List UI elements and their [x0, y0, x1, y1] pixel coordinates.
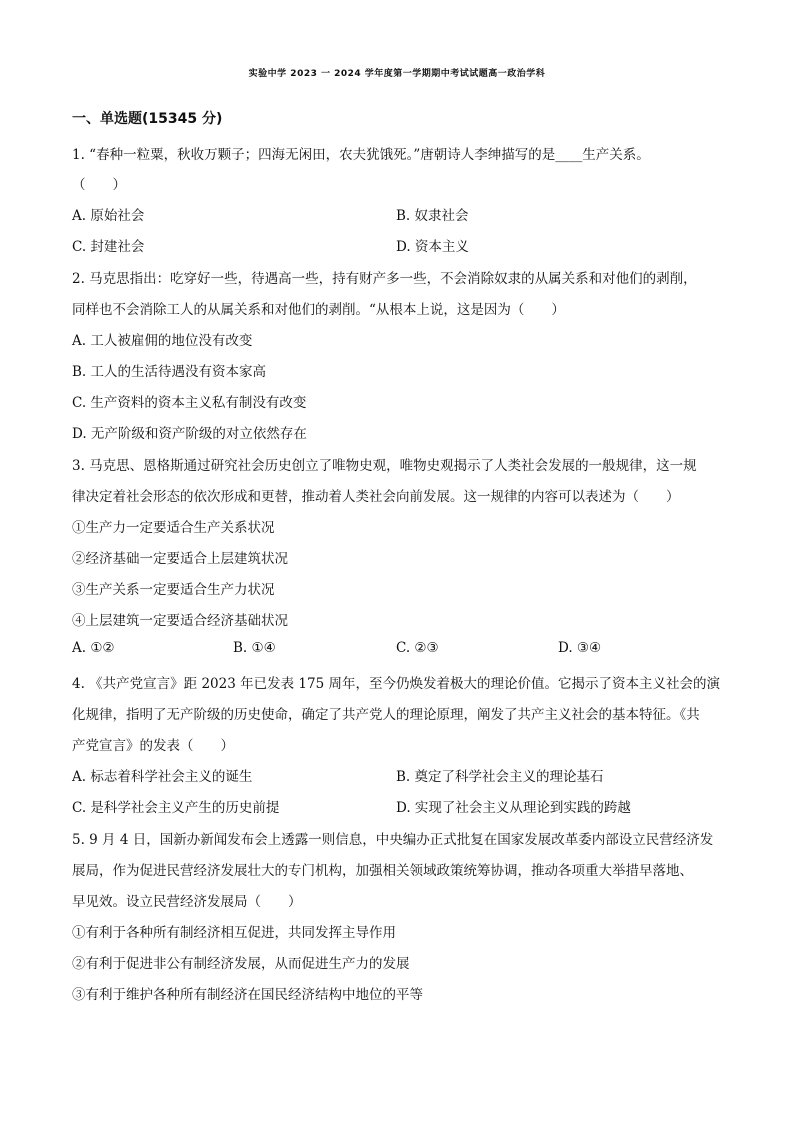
question-2-option-b: B. 工人的生活待遇没有资本家高	[72, 364, 267, 380]
question-4-option-a: A. 标志着科学社会主义的诞生	[72, 769, 253, 785]
question-2-option-d: D. 无产阶级和资产阶级的对立依然存在	[72, 426, 307, 442]
question-5-stem-line-2: 展局，作为促进民营经济发展壮大的专门机构，加强相关领域政策统筹协调，推动各项重大举措早落地、	[72, 863, 693, 879]
question-4-option-b: B. 奠定了科学社会主义的理论基石	[396, 769, 604, 785]
question-4-option-c: C. 是科学社会主义产生的历史前提	[72, 800, 280, 816]
question-5-item-3: ③有利于维护各种所有制经济在国民经济结构中地位的平等	[72, 987, 423, 1003]
question-5-item-1: ①有利于各种所有制经济相互促进，共同发挥主导作用	[72, 925, 396, 941]
question-5-stem-line-3: 早见效。设立民营经济发展局（ ）	[72, 894, 302, 910]
question-3-item-1: ①生产力一定要适合生产关系状况	[72, 520, 275, 536]
question-1-option-b: B. 奴隶社会	[396, 208, 469, 224]
question-1-option-a: A. 原始社会	[72, 208, 145, 224]
question-1-stem-blank: （ ）	[72, 177, 126, 193]
question-3-stem-line-1: 3. 马克思、恩格斯通过研究社会历史创立了唯物史观，唯物史观揭示了人类社会发展的一般规律，这一规	[72, 458, 697, 474]
question-1-stem: 1. “春种一粒粟，秋收万颗子；四海无闲田，农夫犹饿死。”唐朝诗人李绅描写的是____生产关系。	[72, 147, 650, 163]
question-4-stem-line-3: 产党宣言》的发表（ ）	[72, 738, 234, 754]
question-2-option-c: C. 生产资料的资本主义私有制没有改变	[72, 395, 307, 411]
question-3-option-a: A. ①②	[72, 640, 115, 656]
question-4-stem-line-1: 4. 《共产党宣言》距 2023 年已发表 175 周年，至今仍焕发着极大的理论价值。它揭示了资本主义社会的演	[72, 676, 720, 692]
page-title: 实验中学 2023 一 2024 学年度第一学期期中考试试题高一政治学科	[248, 69, 546, 79]
question-2-stem-line-2: 同样也不会消除工人的从属关系和对他们的剥削。“从根本上说，这是因为（ ）	[72, 302, 565, 318]
question-3-item-2: ②经济基础一定要适合上层建筑状况	[72, 551, 288, 567]
question-4-stem-line-2: 化规律，指明了无产阶级的历史使命，确定了共产党人的理论原理，阐发了共产主义社会的基本特征。《共	[72, 707, 700, 723]
question-3-option-c: C. ②③	[396, 640, 439, 656]
question-1-option-d: D. 资本主义	[396, 239, 469, 255]
section-heading: 一、单选题(15345 分)	[72, 111, 223, 127]
question-3-option-b: B. ①④	[233, 640, 276, 656]
question-3-item-4: ④上层建筑一定要适合经济基础状况	[72, 613, 288, 629]
question-5-item-2: ②有利于促进非公有制经济发展，从而促进生产力的发展	[72, 956, 410, 972]
question-5-stem-line-1: 5. 9 月 4 日，国新办新闻发布会上透露一则信息，中央编办正式批复在国家发展改革委内部设立民营经济发	[72, 832, 714, 848]
question-4-option-d: D. 实现了社会主义从理论到实践的跨越	[396, 800, 631, 816]
question-3-stem-line-2: 律决定着社会形态的依次形成和更替，推动着人类社会向前发展。这一规律的内容可以表述为（ ）	[72, 489, 680, 505]
question-3-option-d: D. ③④	[558, 640, 602, 656]
question-1-option-c: C. 封建社会	[72, 239, 145, 255]
question-2-stem-line-1: 2. 马克思指出：吃穿好一些，待遇高一些，持有财产多一些，不会消除奴隶的从属关系和对他们的剥削，	[72, 271, 697, 287]
question-2-option-a: A. 工人被雇佣的地位没有改变	[72, 333, 253, 349]
question-3-item-3: ③生产关系一定要适合生产力状况	[72, 582, 275, 598]
